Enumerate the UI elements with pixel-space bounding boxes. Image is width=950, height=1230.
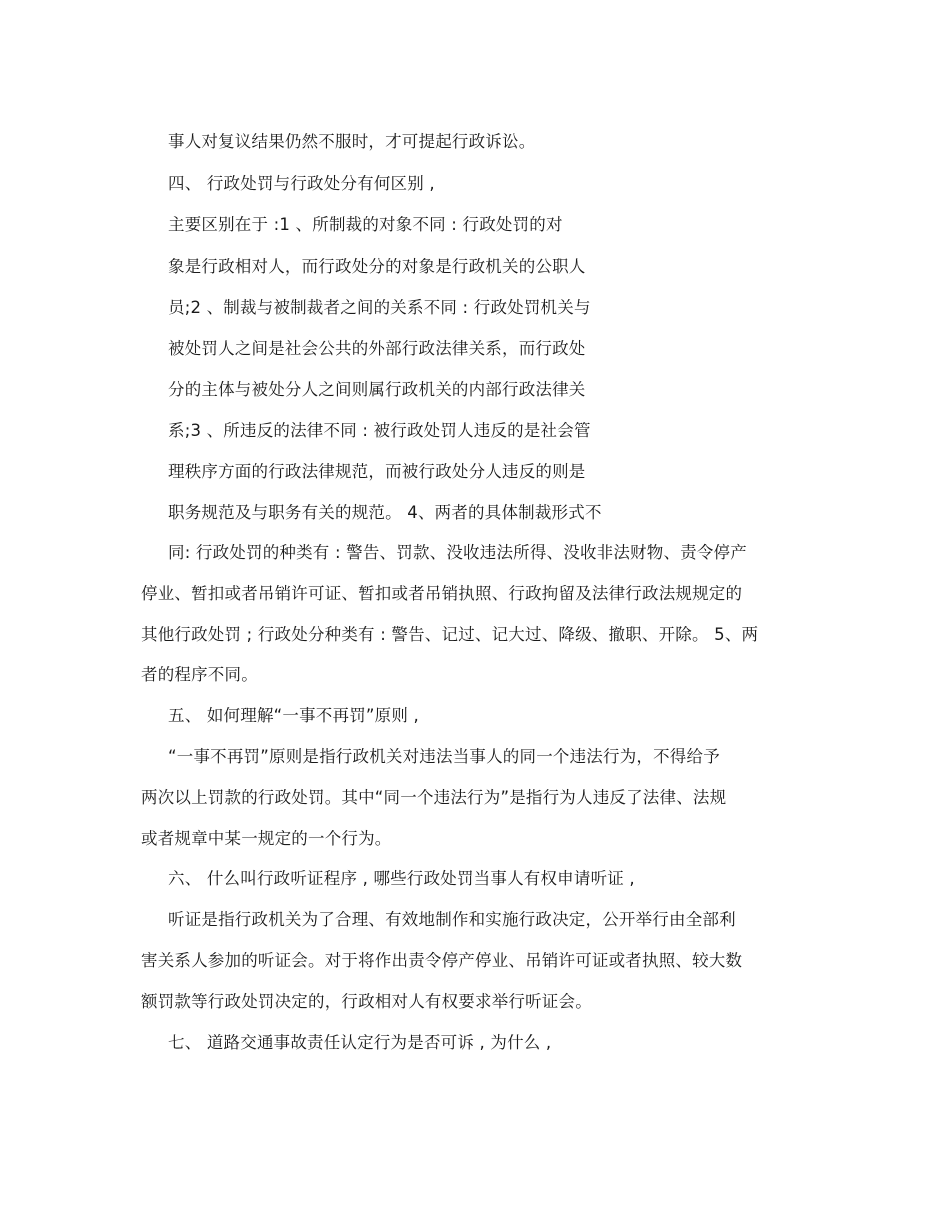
- text-line: 职务规范及与职务有关的规范。 4、两者的具体制裁形式不: [168, 503, 602, 522]
- text-line: 理秩序方面的行政法律规范，而被行政处分人违反的则是: [168, 462, 586, 481]
- text-line: 事人对复议结果仍然不服时，才可提起行政诉讼。: [168, 132, 536, 151]
- text-line: 被处罚人之间是社会公共的外部行政法律关系，而行政处: [168, 339, 586, 358]
- section-heading: 四、 行政处罚与行政处分有何区别 ,: [168, 174, 435, 193]
- text-line: 两次以上罚款的行政处罚。其中“同一个违法行为”是指行为人违反了法律、法规: [141, 788, 727, 807]
- text-line: “一事不再罚”原则是指行政机关对违法当事人的同一个违法行为，不得给予: [168, 747, 720, 766]
- text-line: 额罚款等行政处罚决定的，行政相对人有权要求举行听证会。: [141, 992, 592, 1011]
- text-line: 象是行政相对人，而行政处分的对象是行政机关的公职人: [168, 257, 586, 276]
- text-line: 或者规章中某一规定的一个行为。: [141, 829, 392, 848]
- section-heading: 六、 什么叫行政听证程序 , 哪些行政处罚当事人有权申请听证 ,: [168, 869, 635, 888]
- text-line: 停业、暂扣或者吊销许可证、暂扣或者吊销执照、行政拘留及法律行政法规规定的: [141, 584, 743, 603]
- text-line: 员;2 、制裁与被制裁者之间的关系不同 : 行政处罚机关与: [168, 298, 591, 317]
- text-line: 其他行政处罚 ; 行政处分种类有 : 警告、记过、记大过、降级、撤职、开除。 5、两: [141, 625, 759, 644]
- text-line: 系;3 、所违反的法律不同 : 被行政处罚人违反的是社会管: [168, 421, 591, 440]
- text-line: 听证是指行政机关为了合理、有效地制作和实施行政决定，公开举行由全部利: [168, 910, 736, 929]
- section-heading: 五、 如何理解“一事不再罚”原则 ,: [168, 706, 419, 725]
- text-line: 害关系人参加的听证会。对于将作出责令停产停业、吊销许可证或者执照、较大数: [141, 951, 743, 970]
- text-line: 同: 行政处罚的种类有 : 警告、罚款、没收违法所得、没收非法财物、责令停产: [168, 543, 747, 562]
- text-line: 分的主体与被处分人之间则属行政机关的内部行政法律关: [168, 380, 586, 399]
- section-heading: 七、 道路交通事故责任认定行为是否可诉 , 为什么 ,: [168, 1033, 552, 1052]
- text-line: 者的程序不同。: [141, 665, 258, 684]
- text-line: 主要区别在于 :1 、所制裁的对象不同 : 行政处罚的对: [168, 215, 563, 234]
